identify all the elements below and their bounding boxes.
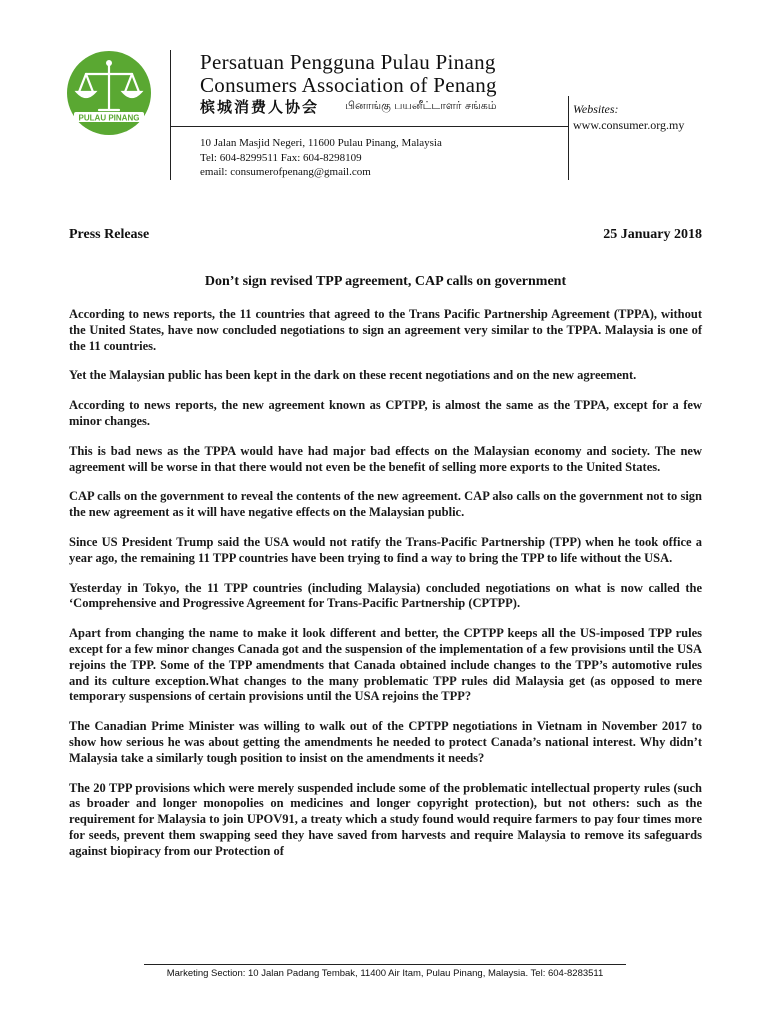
org-name-english: Consumers Association of Penang (200, 73, 497, 97)
website-link[interactable]: www.consumer.org.my (573, 118, 685, 132)
org-name-malay: Persatuan Pengguna Pulau Pinang (200, 50, 496, 74)
press-release-label: Press Release (69, 227, 150, 242)
letterhead-vertical-rule (170, 50, 171, 180)
email: email: consumerofpenang@gmail.com (200, 166, 371, 178)
paragraph: CAP calls on the government to reveal the contents of the new agreement. CAP also calls on the government not to sign the new agreement as it will have negative effects on the Malaysian public. (69, 489, 702, 520)
address: 10 Jalan Masjid Negeri, 11600 Pulau Pinang, Malaysia (200, 137, 442, 149)
phone-fax: Tel: 604-8299511 Fax: 604-8298109 (200, 152, 362, 164)
cap-logo (66, 50, 152, 136)
logo-text: PULAU PINANG (78, 113, 140, 123)
org-name-chinese: 槟城消费人协会 (200, 98, 320, 116)
websites-label: Websites: (573, 102, 619, 116)
letterhead-horizontal-rule (170, 126, 568, 127)
headline: Don’t sign revised TPP agreement, CAP calls on government (204, 274, 567, 289)
paragraph: According to news reports, the new agreement known as CPTPP, is almost the same as the TPPA, except for a few minor changes. (69, 398, 702, 428)
paragraph: Since US President Trump said the USA would not ratify the Trans-Pacific Partnership (TPP) when he took office a year ago, the remaining 11 TPP countries have been trying to find a way to bring the TPP to life without the USA. (69, 534, 702, 565)
org-name-tamil: பினாங்கு பயனீட்டாளர் சங்கம் (345, 99, 497, 112)
paragraph: This is bad news as the TPPA would have had major bad effects on the Malaysian economy and society. The new agreement will be worse in that there would not even be the benefit of selling more exports to the United States. (69, 443, 702, 474)
paragraph: According to news reports, the 11 countries that agreed to the Trans Pacific Partnership Agreement (TPPA), without the United States, have now concluded negotiations to sign an agreement very similar to the TPPA. Malaysia is one of the 11 countries. (69, 307, 702, 353)
release-date: 25 January 2018 (603, 227, 702, 242)
paragraph: Yet the Malaysian public has been kept in the dark on these recent negotiations and on the new agreement. (69, 368, 637, 383)
websites-divider (568, 96, 569, 180)
paragraph: Apart from changing the name to make it look different and better, the CPTPP keeps all the US-imposed TPP rules except for a few minor changes Canada got and the suspension of the implementation of a few provisions until the USA rejoins the TPP. Some of the TPP amendments that Canada obtained include changes to the TPP’s automotive rules and its culture exception.What changes to the many problematic TPP rules did Malaysia get (as opposed to mere temporary suspensions of certain provisions until the USA rejoins the TPP? (69, 626, 702, 704)
paragraph: The Canadian Prime Minister was willing to walk out of the CPTPP negotiations in Vietnam in November 2017 to show how serious he was about getting the amendments he needed to protect Canada’s national interest. Why didn’t Malaysia take a similarly tough position to insist on the amendments it needs? (69, 719, 702, 765)
article-body (69, 307, 702, 874)
paragraph: Yesterday in Tokyo, the 11 TPP countries (including Malaysia) concluded negotiations on what is now called the ‘Comprehensive and Progressive Agreement for Trans-Pacific Partnership (CPTPP). (69, 580, 702, 611)
footer-rule (144, 964, 626, 965)
paragraph: The 20 TPP provisions which were merely suspended include some of the problematic intellectual property rules (such as broader and longer monopolies on medicines and longer copyright protection), but not others: such as the requirement for Malaysia to join UPOV91, a treaty which a study found would require farmers to pay four times more for seeds, prevent them swapping seed they have saved from harvests and require Malaysia to remove its safeguards against biopiracy from our Protection of (69, 780, 702, 858)
footer-text: Marketing Section: 10 Jalan Padang Tembak, 11400 Air Itam, Pulau Pinang, Malaysia. Tel: 604-8283511 (166, 968, 604, 979)
